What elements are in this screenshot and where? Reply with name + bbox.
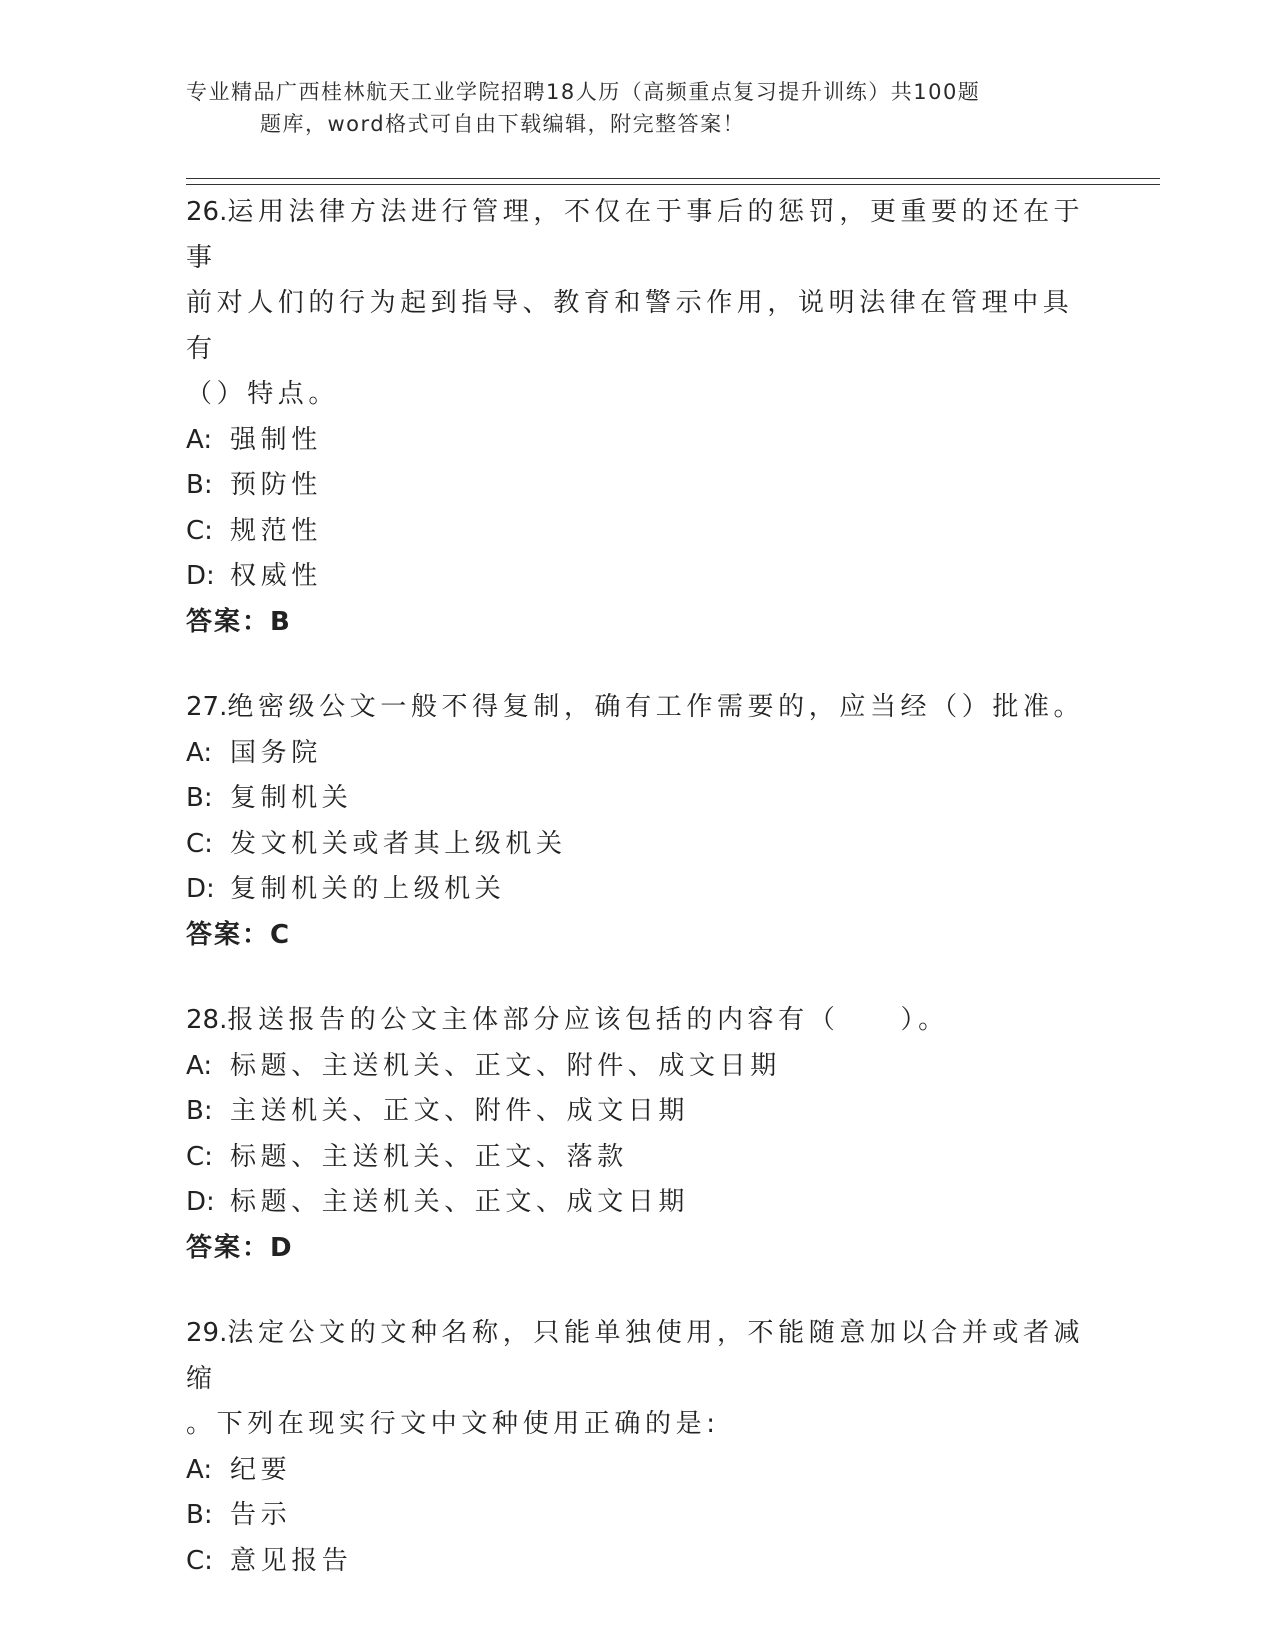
option-d bbox=[186, 554, 1086, 600]
header-title-line-2: 题库，word格式可自由下载编辑，附完整答案！ bbox=[260, 112, 746, 136]
option-key: D: bbox=[186, 561, 215, 591]
header-divider-bottom bbox=[186, 184, 1160, 185]
question-number: 28. bbox=[186, 1005, 228, 1035]
option-c bbox=[186, 509, 1086, 555]
option-text: 权威性 bbox=[230, 561, 322, 591]
question-29 bbox=[186, 1311, 1086, 1584]
option-text: 国务院 bbox=[230, 737, 322, 768]
question-stem bbox=[186, 685, 1086, 731]
option-text: 复制机关的上级机关 bbox=[230, 874, 506, 904]
option-c bbox=[186, 1539, 1086, 1585]
option-d bbox=[186, 1180, 1086, 1226]
option-key: D: bbox=[186, 1187, 215, 1217]
option-key: A: bbox=[186, 1050, 213, 1081]
option-key: C: bbox=[186, 1545, 213, 1576]
question-list bbox=[186, 190, 1086, 1624]
option-key: C: bbox=[186, 1141, 213, 1172]
option-b bbox=[186, 1089, 1086, 1135]
option-text: 规范性 bbox=[230, 515, 322, 546]
option-b bbox=[186, 463, 1086, 509]
document-header bbox=[186, 76, 1066, 140]
option-key: B: bbox=[186, 1096, 213, 1126]
question-27 bbox=[186, 685, 1086, 958]
option-key: A: bbox=[186, 424, 213, 455]
answer-label: 答案：C bbox=[186, 919, 292, 950]
question-stem bbox=[186, 190, 1086, 418]
answer-label: 答案：B bbox=[186, 606, 292, 637]
question-number: 27. bbox=[186, 692, 228, 722]
header-divider-top bbox=[186, 178, 1160, 179]
option-text: 告示 bbox=[230, 1500, 292, 1530]
option-text: 纪要 bbox=[230, 1454, 292, 1485]
option-text: 标题、主送机关、正文、成文日期 bbox=[230, 1187, 690, 1217]
option-text: 强制性 bbox=[230, 424, 322, 455]
option-key: C: bbox=[186, 515, 213, 546]
question-stem bbox=[186, 998, 1086, 1044]
answer-label: 答案：D bbox=[186, 1232, 294, 1263]
option-b bbox=[186, 776, 1086, 822]
option-text: 发文机关或者其上级机关 bbox=[230, 828, 567, 859]
question-28 bbox=[186, 998, 1086, 1271]
question-stem-line: 报送报告的公文主体部分应该包括的内容有（ ）。 bbox=[227, 1005, 949, 1035]
option-c bbox=[186, 822, 1086, 868]
option-a bbox=[186, 731, 1086, 777]
option-a bbox=[186, 418, 1086, 464]
question-stem-line: （）特点。 bbox=[186, 379, 340, 409]
option-key: D: bbox=[186, 874, 215, 904]
option-text: 意见报告 bbox=[230, 1545, 353, 1576]
question-26 bbox=[186, 190, 1086, 645]
option-d bbox=[186, 867, 1086, 913]
question-number: 29. bbox=[186, 1318, 228, 1348]
option-a bbox=[186, 1044, 1086, 1090]
option-text: 复制机关 bbox=[230, 783, 353, 813]
option-b bbox=[186, 1493, 1086, 1539]
option-a bbox=[186, 1448, 1086, 1494]
option-key: A: bbox=[186, 1454, 213, 1485]
option-c bbox=[186, 1135, 1086, 1181]
option-key: B: bbox=[186, 783, 213, 813]
option-text: 标题、主送机关、正文、落款 bbox=[230, 1141, 628, 1172]
question-stem-line: 法定公文的文种名称，只能单独使用，不能随意加以合并或者减缩 bbox=[186, 1318, 1085, 1394]
question-number: 26. bbox=[186, 197, 228, 227]
option-key: B: bbox=[186, 1500, 213, 1530]
option-text: 主送机关、正文、附件、成文日期 bbox=[230, 1096, 690, 1126]
option-text: 标题、主送机关、正文、附件、成文日期 bbox=[230, 1050, 781, 1081]
question-stem-line: 。下列在现实行文中文种使用正确的是: bbox=[186, 1409, 720, 1439]
option-text: 预防性 bbox=[230, 470, 322, 500]
option-key: A: bbox=[186, 737, 213, 768]
question-stem-line: 前对人们的行为起到指导、教育和警示作用，说明法律在管理中具有 bbox=[186, 288, 1074, 364]
question-stem-line: 运用法律方法进行管理，不仅在于事后的惩罚，更重要的还在于事 bbox=[186, 197, 1085, 273]
header-title-line-1: 专业精品广西桂林航天工业学院招聘18人历（高频重点复习提升训练）共100题 bbox=[186, 80, 981, 104]
option-key: C: bbox=[186, 828, 213, 859]
option-key: B: bbox=[186, 470, 213, 500]
question-stem bbox=[186, 1311, 1086, 1448]
question-stem-line: 绝密级公文一般不得复制，确有工作需要的，应当经（）批准。 bbox=[227, 692, 1085, 722]
